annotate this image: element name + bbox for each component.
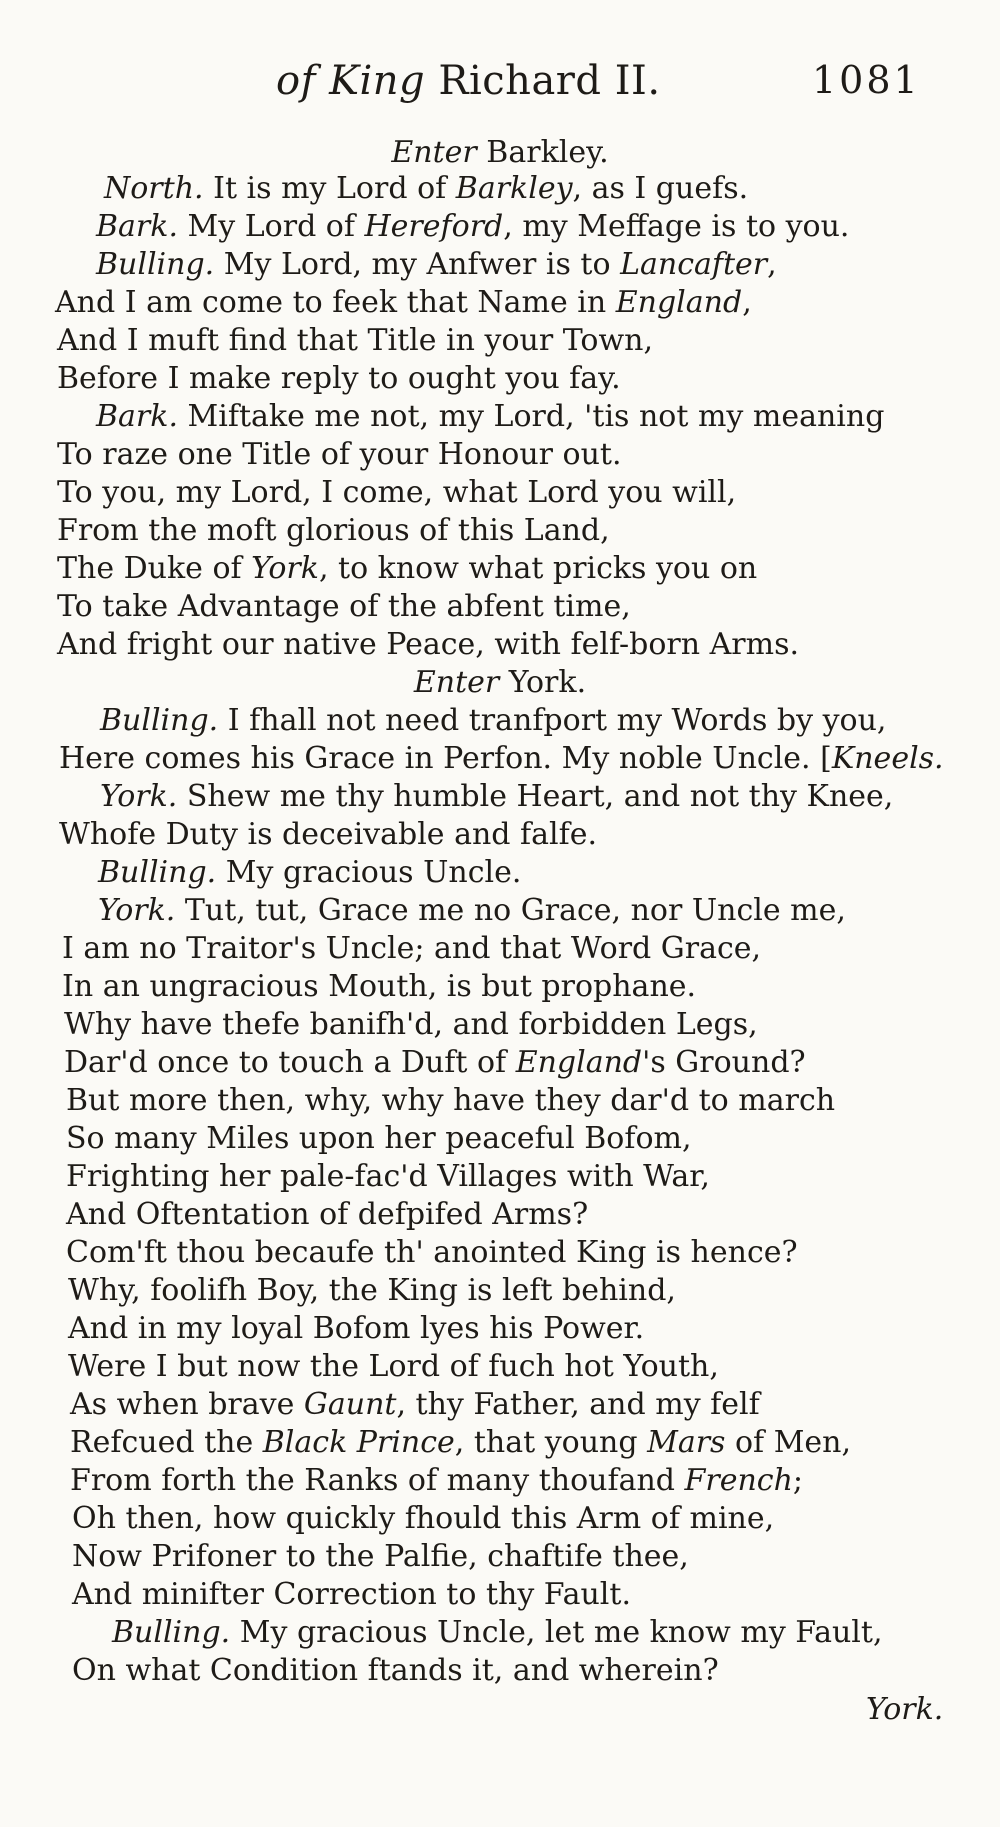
- verse-line: As when brave Gaunt, thy Father, and my felf: [70, 1387, 760, 1422]
- verse-line: Dar'd once to touch a Duft of England's Ground?: [64, 1045, 806, 1080]
- verse-line: And minifter Correction to thy Fault.: [72, 1577, 631, 1612]
- speaker-name: North.: [104, 171, 204, 206]
- verse-line: Were I but now the Lord of fuch hot Youth,: [68, 1349, 719, 1384]
- verse-line: Oh then, how quickly fhould this Arm of mine,: [72, 1501, 775, 1536]
- verse-line: I am no Traitor's Uncle; and that Word Grace,: [62, 931, 762, 966]
- verse-line: Why, foolifh Boy, the King is left behind,: [68, 1273, 676, 1308]
- speech-line: York. Tut, tut, Grace me no Grace, nor Uncle me,: [98, 893, 846, 928]
- verse-line: And I muft find that Title in your Town,: [57, 323, 653, 358]
- verse-line: To you, my Lord, I come, what Lord you will,: [57, 475, 737, 510]
- verse-line: In an ungracious Mouth, is but prophane.: [62, 969, 697, 1004]
- verse-line: Before I make reply to ought you fay.: [57, 361, 621, 396]
- stage-direction: Enter Barkley.: [391, 135, 609, 170]
- verse-line: Now Prifoner to the Palfie, chaftife thee,: [72, 1539, 689, 1574]
- stage-direction: Enter York.: [413, 665, 587, 700]
- speech-line: York. Shew me thy humble Heart, and not thy Knee,: [100, 779, 894, 814]
- speaker-name: York.: [98, 893, 176, 928]
- running-head: [276, 58, 661, 104]
- verse-line: Refcued the Black Prince, that young Mars of Men,: [70, 1425, 852, 1460]
- running-head-prefix: of: [276, 58, 330, 104]
- speaker-name: Bark.: [96, 399, 178, 434]
- speech-line: Bark. Miftake me not, my Lord, 'tis not my meaning: [96, 399, 885, 434]
- speaker-name: Bulling.: [100, 703, 219, 738]
- verse-line: Here comes his Grace in Perfon. My noble Uncle. [Kneels.: [59, 741, 944, 776]
- verse-line: And fright our native Peace, with felf-born Arms.: [57, 627, 800, 662]
- verse-line: But more then, why, why have they dar'd to march: [66, 1083, 836, 1118]
- verse-line: To raze one Title of your Honour out.: [57, 437, 622, 472]
- speech-line: Bulling. I fhall not need tranfport my Words by you,: [100, 703, 887, 738]
- verse-line: From forth the Ranks of many thoufand French;: [70, 1463, 803, 1498]
- speaker-name: York.: [100, 779, 178, 814]
- verse-line: The Duke of York, to know what pricks you on: [57, 551, 758, 586]
- speaker-name: Bulling.: [96, 247, 215, 282]
- verse-line: And Oftentation of defpifed Arms?: [66, 1197, 589, 1232]
- verse-line: And in my loyal Bofom lyes his Power.: [68, 1311, 645, 1346]
- running-head-king: King: [329, 58, 426, 104]
- running-head-name: Richard II.: [425, 58, 661, 104]
- verse-line: So many Miles upon her peaceful Bofom,: [66, 1121, 692, 1156]
- verse-line: From the moft glorious of this Land,: [57, 513, 610, 548]
- verse-line: To take Advantage of the abfent time,: [57, 589, 631, 624]
- speech-line: Bulling. My gracious Uncle, let me know my Fault,: [112, 1615, 883, 1650]
- verse-line: Why have thefe banifh'd, and forbidden Legs,: [64, 1007, 758, 1042]
- speech-line: Bark. My Lord of Hereford, my Meffage is to you.: [96, 209, 850, 244]
- page-number: 1081: [812, 58, 921, 102]
- speaker-name: Bulling.: [112, 1615, 231, 1650]
- speaker-name: Bark.: [96, 209, 178, 244]
- catchword: York.: [866, 1692, 944, 1727]
- verse-line: On what Condition ftands it, and wherein?: [72, 1653, 719, 1688]
- verse-line: Frighting her pale-fac'd Villages with War,: [66, 1159, 710, 1194]
- speech-line: North. It is my Lord of Barkley, as I guefs.: [104, 171, 749, 206]
- page-header: [0, 58, 1000, 118]
- speech-line: Bulling. My gracious Uncle.: [98, 855, 522, 890]
- speech-line: Bulling. My Lord, my Anfwer is to Lancafter,: [96, 247, 777, 282]
- speaker-name: Bulling.: [98, 855, 217, 890]
- verse-line: And I am come to feek that Name in England,: [55, 285, 752, 320]
- verse-line: Com'ft thou becaufe th' anointed King is hence?: [66, 1235, 798, 1270]
- verse-line: Whofe Duty is deceivable and falfe.: [59, 817, 598, 852]
